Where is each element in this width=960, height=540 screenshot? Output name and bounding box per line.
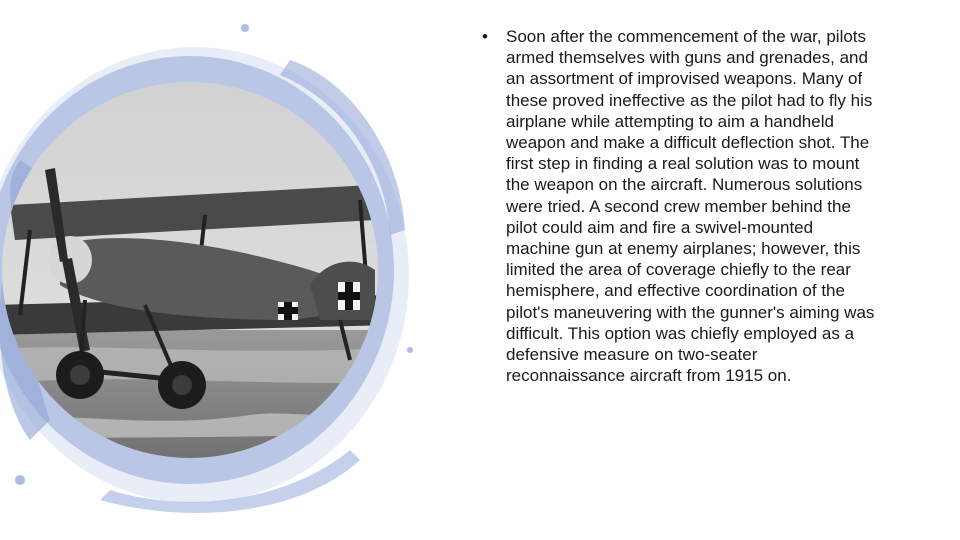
- bullet-text: Soon after the commencement of the war, pilots armed themselves with guns and grenades, and an assortment of improvised weapons. Many of these proved ineffective as the pilot had to fly his airplane while attempting to aim a handheld weapon and make a difficult deflection shot. The first step in finding a real solution was to mount the weapon on the aircraft. Numerous solutions were tried. A second crew member behind the pilot could aim and fire a swivel-mounted machine gun at enemy airplanes; however, this limited the area of coverage chiefly to the rear hemisphere, and effective coordination of the pilot's maneuvering with the gunner's aiming was difficult. This option was chiefly employed as a defensive measure on two-seater reconnaissance aircraft from 1915 on.: [506, 27, 875, 386]
- iron-cross-fuselage: [278, 302, 298, 320]
- body-text-box: [480, 26, 875, 386]
- iron-cross-tail: [338, 282, 360, 310]
- photo-frame: [0, 20, 430, 520]
- bullet-marker: •: [482, 27, 488, 46]
- biplane-photo-icon: [0, 20, 430, 520]
- bullet-item: [480, 26, 875, 386]
